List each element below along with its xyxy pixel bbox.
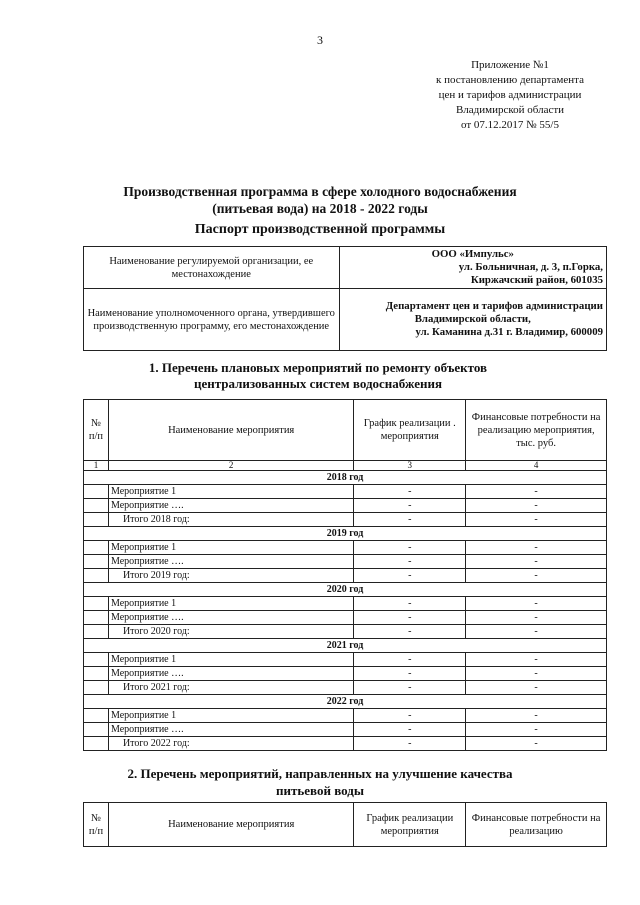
table-row [84,499,607,513]
passport-value [339,247,606,289]
table-row [84,737,607,751]
header-cell: Финансовые потребности на реализацию мероприятия, тыс. руб. [466,400,607,461]
header-cell: № п/п [84,803,109,847]
table-row [84,681,607,695]
table-header-row [84,400,607,461]
year-label: 2022 год [84,695,607,709]
heading-line: 2. Перечень мероприятий, направленных на улучшение качества [127,766,513,781]
activity-name: Итого 2018 год: [108,513,353,527]
document-title [60,183,580,217]
appendix-line: к постановлению департамента [436,74,584,86]
header-cell: Наименование мероприятия [108,400,353,461]
activity-name: Мероприятие …. [108,611,353,625]
table-row [84,709,607,723]
water-quality-table [83,802,607,847]
schedule-cell: - [354,569,466,583]
table-row [84,625,607,639]
finance-cell: - [466,485,607,499]
table-header-row [84,803,607,847]
passport-label: Наименование уполномоченного органа, утвердившего производственную программу, его местонахождение [84,289,340,351]
table-row [84,667,607,681]
heading-line: централизованных систем водоснабжения [193,376,443,391]
activity-name: Мероприятие 1 [108,709,353,723]
year-row [84,527,607,541]
appendix-line: от 07.12.2017 № 55/5 [461,119,559,131]
finance-cell: - [466,569,607,583]
title-line: Производственная программа в сфере холодного водоснабжения [123,184,517,199]
header-cell: № п/п [84,400,109,461]
activity-name: Итого 2021 год: [108,681,353,695]
passport-label: Наименование регулируемой организации, ее местонахождение [84,247,340,289]
heading-line: питьевой воды [276,783,364,798]
finance-cell: - [466,625,607,639]
passport-row [84,247,607,289]
row-number-cell [84,625,109,639]
schedule-cell: - [354,499,466,513]
value-line: ул. Больничная, д. 3, п.Горка, [458,261,603,273]
row-number-cell [84,555,109,569]
year-row [84,471,607,485]
year-label: 2019 год [84,527,607,541]
section1-heading [78,360,558,392]
schedule-cell: - [354,541,466,555]
column-number: 1 [84,461,109,471]
row-number-cell [84,611,109,625]
finance-cell: - [466,681,607,695]
activity-name: Итого 2020 год: [108,625,353,639]
column-number: 2 [108,461,353,471]
row-number-cell [84,513,109,527]
finance-cell: - [466,555,607,569]
finance-cell: - [466,723,607,737]
year-label: 2020 год [84,583,607,597]
activity-name: Мероприятие 1 [108,653,353,667]
table-row [84,485,607,499]
table-row [84,513,607,527]
year-row [84,583,607,597]
appendix-line: Приложение №1 [471,59,549,71]
table-row [84,555,607,569]
finance-cell: - [466,709,607,723]
row-number-cell [84,569,109,583]
finance-cell: - [466,667,607,681]
year-row [84,695,607,709]
row-number-cell [84,541,109,555]
heading-line: 1. Перечень плановых мероприятий по ремонту объектов [148,360,488,375]
row-number-cell [84,597,109,611]
schedule-cell: - [354,625,466,639]
table-row [84,597,607,611]
header-cell: Финансовые потребности на реализацию [466,803,607,847]
column-number-row [84,461,607,471]
schedule-cell: - [354,723,466,737]
finance-cell: - [466,737,607,751]
activity-name: Итого 2019 год: [108,569,353,583]
table-row [84,611,607,625]
schedule-cell: - [354,667,466,681]
appendix-line: цен и тарифов администрации [438,89,582,101]
page-number: 3 [317,33,323,47]
row-number-cell [84,485,109,499]
finance-cell: - [466,541,607,555]
year-label: 2021 год [84,639,607,653]
year-row [84,639,607,653]
finance-cell: - [466,597,607,611]
row-number-cell [84,499,109,513]
row-number-cell [84,723,109,737]
row-number-cell [84,709,109,723]
table-row [84,653,607,667]
row-number-cell [84,653,109,667]
row-number-cell [84,681,109,695]
schedule-cell: - [354,737,466,751]
finance-cell: - [466,499,607,513]
header-cell: График реализации . мероприятия [354,400,466,461]
column-number: 4 [466,461,607,471]
row-number-cell [84,667,109,681]
appendix-line: Владимирской области [455,104,565,116]
activity-name: Мероприятие …. [108,723,353,737]
value-line: Владимирской области, [414,313,531,325]
section2-heading [70,765,570,799]
finance-cell: - [466,611,607,625]
column-number: 3 [354,461,466,471]
value-line: Департамент цен и тарифов администрации [385,300,603,312]
table-row [84,541,607,555]
schedule-cell: - [354,485,466,499]
activity-name: Мероприятие 1 [108,541,353,555]
year-label: 2018 год [84,471,607,485]
value-line: ул. Каманина д.31 г. Владимир, 600009 [415,326,603,338]
value-line: ООО «Импульс» [431,248,514,260]
header-cell: График реализации мероприятия [354,803,466,847]
finance-cell: - [466,653,607,667]
schedule-cell: - [354,555,466,569]
activity-name: Итого 2022 год: [108,737,353,751]
passport-value [339,289,606,351]
appendix-block [410,58,610,133]
header-cell: Наименование мероприятия [108,803,353,847]
value-line: Киржачский район, 601035 [470,274,603,286]
activity-name: Мероприятие 1 [108,597,353,611]
schedule-cell: - [354,597,466,611]
activity-name: Мероприятие 1 [108,485,353,499]
schedule-cell: - [354,513,466,527]
table-row [84,569,607,583]
activity-name: Мероприятие …. [108,499,353,513]
schedule-cell: - [354,653,466,667]
schedule-cell: - [354,611,466,625]
finance-cell: - [466,513,607,527]
row-number-cell [84,737,109,751]
activity-name: Мероприятие …. [108,667,353,681]
activity-name: Мероприятие …. [108,555,353,569]
title-line: (питьевая вода) на 2018 - 2022 годы [212,201,428,216]
schedule-cell: - [354,681,466,695]
passport-heading: Паспорт производственной программы [194,222,446,237]
passport-row [84,289,607,351]
passport-table [83,246,607,351]
schedule-cell: - [354,709,466,723]
table-row [84,723,607,737]
repair-plan-table [83,399,607,751]
